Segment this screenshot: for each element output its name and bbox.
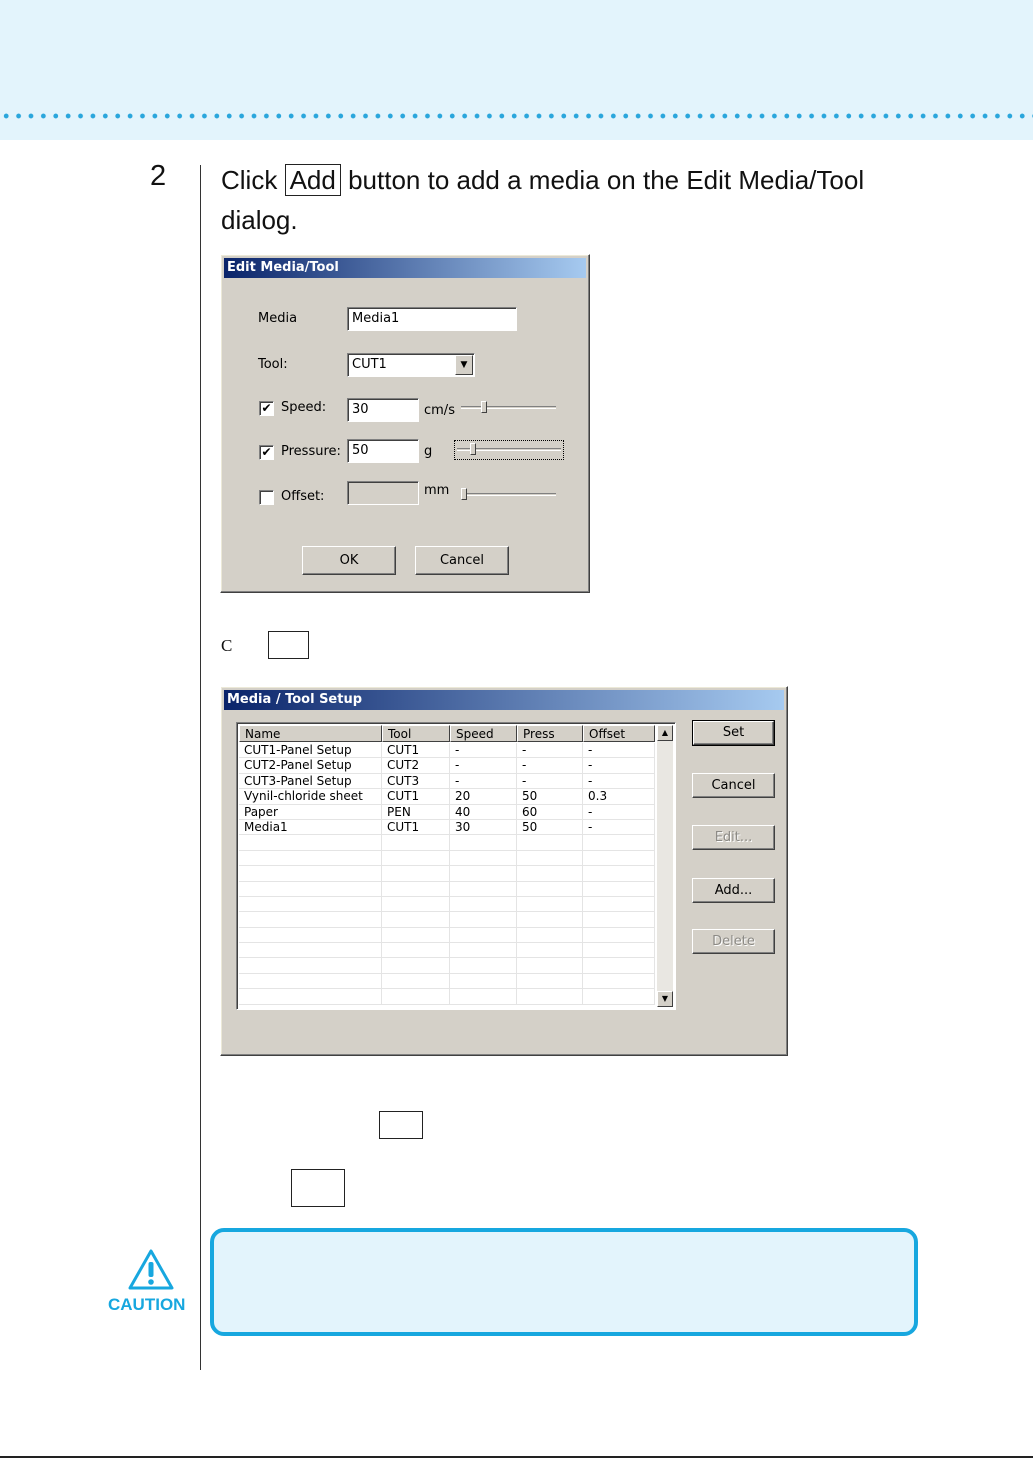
button-reference-box — [268, 631, 309, 659]
pressure-slider[interactable] — [457, 443, 561, 457]
table-cell — [382, 897, 450, 911]
chevron-down-icon[interactable]: ▼ — [455, 355, 473, 375]
table-cell: 20 — [450, 789, 517, 803]
table-cell: - — [517, 774, 583, 788]
table-cell — [239, 974, 382, 988]
table-row[interactable] — [239, 958, 655, 973]
list-rows — [239, 743, 655, 1005]
table-cell — [450, 882, 517, 896]
table-cell — [517, 928, 583, 942]
table-cell: - — [583, 758, 655, 772]
warning-triangle-icon — [127, 1248, 175, 1292]
list-header — [239, 725, 655, 742]
table-cell — [583, 943, 655, 957]
table-cell — [450, 928, 517, 942]
table-row[interactable] — [239, 974, 655, 989]
table-cell: - — [517, 743, 583, 757]
edit-button[interactable]: Edit... — [692, 825, 775, 850]
table-cell — [450, 943, 517, 957]
table-row[interactable] — [239, 989, 655, 1004]
table-cell — [239, 897, 382, 911]
table-cell — [382, 943, 450, 957]
table-cell — [583, 882, 655, 896]
table-cell: 30 — [450, 820, 517, 834]
speed-unit: cm/s — [424, 403, 455, 418]
table-cell — [239, 851, 382, 865]
table-cell — [450, 851, 517, 865]
table-cell — [239, 928, 382, 942]
tool-dropdown[interactable] — [347, 353, 475, 377]
cancel-button[interactable]: Cancel — [692, 773, 775, 798]
media-list[interactable] — [236, 722, 676, 1010]
table-cell — [517, 866, 583, 880]
table-cell: Media1 — [239, 820, 382, 834]
column-header-offset[interactable]: Offset — [583, 725, 655, 742]
table-cell: CUT3-Panel Setup — [239, 774, 382, 788]
offset-checkbox[interactable] — [259, 490, 274, 505]
speed-checkbox[interactable]: ✔ — [259, 401, 274, 416]
table-cell — [517, 989, 583, 1003]
table-cell — [517, 943, 583, 957]
footer-rule — [0, 1456, 1033, 1458]
table-row[interactable] — [239, 928, 655, 943]
table-cell — [517, 958, 583, 972]
table-cell: - — [583, 774, 655, 788]
table-cell — [382, 974, 450, 988]
table-cell — [450, 974, 517, 988]
table-cell: - — [583, 820, 655, 834]
scroll-up-icon[interactable]: ▲ — [657, 725, 673, 741]
add-button[interactable]: Add... — [692, 878, 775, 903]
table-row[interactable] — [239, 851, 655, 866]
table-cell — [517, 897, 583, 911]
set-button[interactable]: Set — [693, 721, 774, 745]
table-cell: Paper — [239, 805, 382, 819]
table-row[interactable] — [239, 758, 655, 773]
table-cell: CUT2-Panel Setup — [239, 758, 382, 772]
table-cell: CUT1 — [382, 743, 450, 757]
tool-value: CUT1 — [352, 357, 387, 372]
table-cell: CUT1 — [382, 820, 450, 834]
speed-field[interactable]: 30 — [347, 398, 419, 422]
slider-thumb[interactable] — [461, 488, 467, 500]
table-cell — [239, 989, 382, 1003]
table-cell: 0.3 — [583, 789, 655, 803]
table-cell — [517, 912, 583, 926]
column-header-speed[interactable]: Speed — [450, 725, 517, 742]
slider-thumb[interactable] — [470, 443, 476, 455]
pressure-checkbox[interactable]: ✔ — [259, 445, 274, 460]
table-cell — [382, 835, 450, 849]
scroll-down-icon[interactable]: ▼ — [657, 991, 673, 1007]
table-cell — [583, 974, 655, 988]
table-cell — [382, 989, 450, 1003]
column-header-tool[interactable]: Tool — [382, 725, 450, 742]
table-cell: 60 — [517, 805, 583, 819]
table-row[interactable] — [239, 743, 655, 758]
offset-field[interactable] — [347, 481, 419, 505]
table-cell — [382, 851, 450, 865]
media-field[interactable]: Media1 — [347, 307, 517, 331]
pressure-label: Pressure: — [281, 444, 341, 459]
edit-media-tool-dialog — [220, 254, 590, 593]
column-header-press[interactable]: Press — [517, 725, 583, 742]
table-cell — [517, 882, 583, 896]
delete-button[interactable]: Delete — [692, 929, 775, 954]
table-cell — [450, 897, 517, 911]
dotted-divider — [0, 112, 1033, 120]
media-label: Media — [258, 311, 298, 326]
table-cell: CUT3 — [382, 774, 450, 788]
step-text-after: button to add a media on the Edit Media/Tool dialog. — [221, 165, 865, 235]
offset-unit: mm — [424, 483, 450, 498]
table-cell — [517, 974, 583, 988]
pressure-field[interactable]: 50 — [347, 439, 419, 463]
table-cell — [382, 866, 450, 880]
table-cell: CUT1 — [382, 789, 450, 803]
add-button-reference: Add — [285, 164, 341, 196]
table-cell: PEN — [382, 805, 450, 819]
table-cell: - — [583, 805, 655, 819]
table-cell — [239, 882, 382, 896]
caution-box — [210, 1228, 918, 1336]
table-cell: CUT1-Panel Setup — [239, 743, 382, 757]
table-cell — [382, 928, 450, 942]
table-cell: Vynil-chloride sheet — [239, 789, 382, 803]
table-cell — [239, 912, 382, 926]
table-cell — [583, 989, 655, 1003]
dialog-titlebar: Edit Media/Tool — [224, 258, 586, 278]
table-row[interactable] — [239, 805, 655, 820]
button-reference-box — [291, 1169, 345, 1207]
table-cell — [517, 851, 583, 865]
step-number: 2 — [150, 160, 167, 192]
table-cell: - — [450, 743, 517, 757]
table-cell: - — [450, 758, 517, 772]
table-cell — [450, 835, 517, 849]
table-row[interactable] — [239, 943, 655, 958]
table-cell: 50 — [517, 789, 583, 803]
speed-slider[interactable] — [461, 401, 556, 415]
table-cell — [583, 851, 655, 865]
table-row[interactable] — [239, 897, 655, 912]
table-cell — [239, 835, 382, 849]
truncated-note-text: C — [221, 636, 233, 655]
media-tool-setup-dialog — [220, 686, 788, 1056]
margin-rule — [200, 165, 201, 1370]
table-cell — [583, 912, 655, 926]
cancel-button[interactable]: Cancel — [415, 546, 509, 575]
table-cell: - — [583, 743, 655, 757]
table-cell — [450, 958, 517, 972]
table-row[interactable] — [239, 866, 655, 881]
table-cell: 40 — [450, 805, 517, 819]
table-cell — [583, 958, 655, 972]
table-row[interactable] — [239, 835, 655, 850]
pressure-unit: g — [424, 444, 433, 459]
column-header-name[interactable]: Name — [239, 725, 382, 742]
ok-button[interactable]: OK — [302, 546, 396, 575]
table-row[interactable] — [239, 774, 655, 789]
table-cell: 50 — [517, 820, 583, 834]
table-row[interactable] — [239, 789, 655, 804]
table-cell — [517, 835, 583, 849]
table-cell — [239, 866, 382, 880]
table-row[interactable] — [239, 912, 655, 927]
table-cell: - — [450, 774, 517, 788]
step-instruction — [221, 160, 941, 240]
table-cell — [239, 943, 382, 957]
table-cell — [450, 866, 517, 880]
table-cell — [583, 866, 655, 880]
table-cell: CUT2 — [382, 758, 450, 772]
table-cell — [450, 989, 517, 1003]
tool-label: Tool: — [258, 357, 288, 372]
step-text-before: Click — [221, 165, 278, 195]
table-row[interactable] — [239, 882, 655, 897]
button-reference-box — [379, 1111, 423, 1139]
speed-label: Speed: — [281, 400, 327, 415]
table-cell — [583, 835, 655, 849]
table-cell: - — [517, 758, 583, 772]
offset-label: Offset: — [281, 489, 325, 504]
table-cell — [583, 897, 655, 911]
dialog-titlebar: Media / Tool Setup — [224, 690, 784, 710]
table-cell — [382, 882, 450, 896]
table-row[interactable] — [239, 820, 655, 835]
table-cell — [239, 958, 382, 972]
table-cell — [382, 912, 450, 926]
caution-label: CAUTION — [108, 1295, 186, 1314]
table-cell — [382, 958, 450, 972]
table-cell — [450, 912, 517, 926]
slider-thumb[interactable] — [481, 401, 487, 413]
vertical-scrollbar[interactable] — [657, 725, 673, 1007]
table-cell — [583, 928, 655, 942]
offset-slider[interactable] — [461, 488, 556, 502]
